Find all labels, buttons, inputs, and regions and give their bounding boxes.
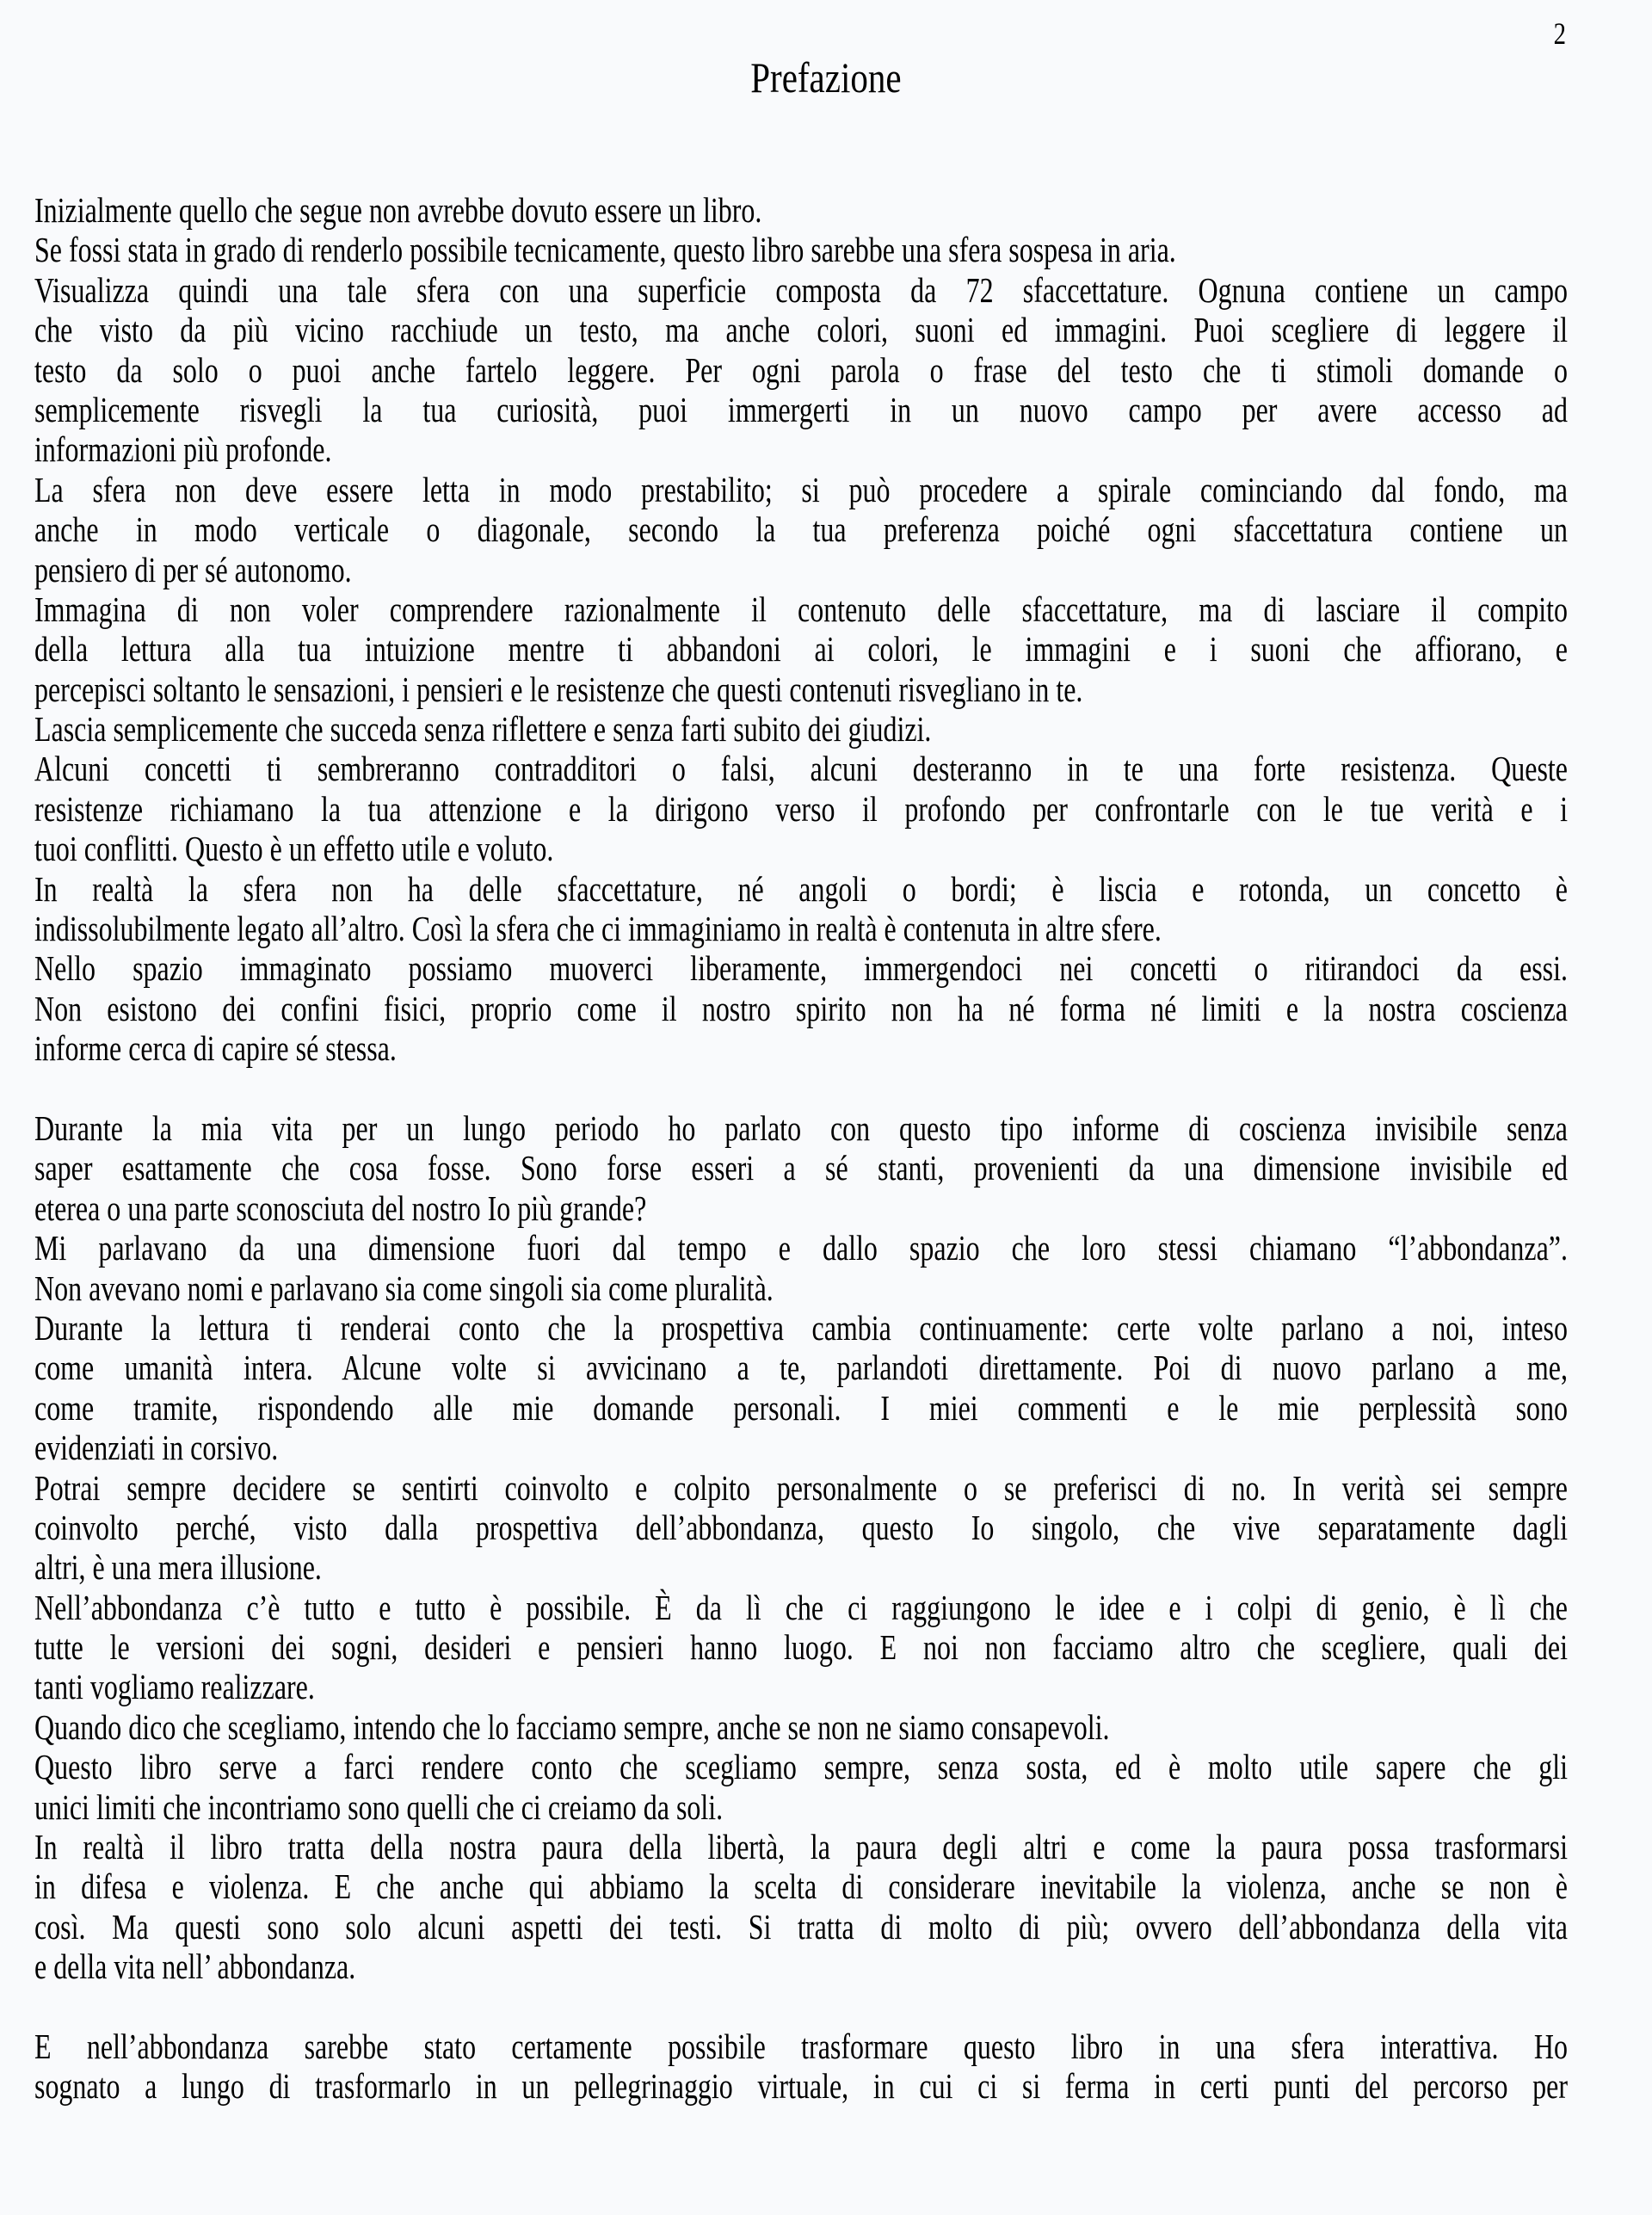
page-number: 2	[1553, 16, 1566, 51]
page-title	[0, 52, 1652, 103]
text-line-content: sognato a lungo di trasformarlo in un pellegrinaggio virtuale, in cui ci si ferma in certi punti del percorso per	[34, 2066, 1568, 2107]
text-line-content: tuoi conflitti. Questo è un effetto utile e voluto.	[34, 829, 554, 869]
text-line	[34, 429, 1568, 469]
text-line-content: Alcuni concetti ti sembreranno contradditori o falsi, alcuni desteranno in te una forte resistenza. Queste	[34, 749, 1568, 789]
text-line	[34, 749, 1568, 788]
text-line	[34, 1707, 1568, 1747]
text-line-content: Questo libro serve a farci rendere conto che scegliamo sempre, senza sosta, ed è molto utile sapere che gli	[34, 1747, 1568, 1787]
text-line-content: pensiero di per sé autonomo.	[34, 549, 352, 589]
text-line	[34, 869, 1568, 909]
text-line-content: Visualizza quindi una tale sfera con una superficie composta da 72 sfaccettature. Ognuna contiene un campo	[34, 269, 1568, 310]
text-line-content: Nello spazio immaginato possiamo muoverci liberamente, immergendoci nei concetti o ritirandoci da essi.	[34, 948, 1568, 989]
text-line-content: Mi parlavano da una dimensione fuori dal tempo e dallo spazio che loro stessi chiamano “l’abbondanza”.	[34, 1228, 1568, 1268]
text-line	[34, 270, 1568, 310]
text-line-content: evidenziati in corsivo.	[34, 1428, 279, 1468]
text-line	[34, 1747, 1568, 1786]
text-line-content: unici limiti che incontriamo sono quelli che ci creiamo da soli.	[34, 1786, 724, 1827]
text-line-content: saper esattamente che cosa fosse. Sono forse esseri a sé stanti, provenienti da una dimensione invisibile ed	[34, 1148, 1568, 1188]
text-line	[34, 509, 1568, 549]
text-line	[34, 2027, 1568, 2066]
text-line-content: tanti vogliamo realizzare.	[34, 1667, 315, 1707]
text-line	[34, 1947, 1568, 1986]
text-line	[34, 709, 1568, 749]
text-line-content: come tramite, rispondendo alle mie domande personali. I miei commenti e le mie perplessità sono	[34, 1387, 1568, 1428]
text-line	[34, 1348, 1568, 1387]
text-line	[34, 1228, 1568, 1268]
text-line-content: come umanità intera. Alcune volte si avvicinano a te, parlandoti direttamente. Poi di nuovo parlano a me,	[34, 1348, 1568, 1388]
blank-line	[34, 1069, 1568, 1108]
text-line-content: in difesa e violenza. E che anche qui abbiamo la scelta di considerare inevitabile la violenza, anche se non è	[34, 1866, 1568, 1907]
text-line	[34, 1787, 1568, 1827]
text-line	[34, 1827, 1568, 1866]
text-line-content: Durante la lettura ti renderai conto che la prospettiva cambia continuamente: certe volte parlano a noi, inteso	[34, 1307, 1568, 1348]
text-line	[34, 1627, 1568, 1667]
text-line	[34, 190, 1568, 230]
text-line-content: e della vita nell’ abbondanza.	[34, 1947, 356, 1987]
text-line-content: La sfera non deve essere letta in modo prestabilito; si può procedere a spirale cominciando dal fondo, ma	[34, 469, 1568, 509]
text-line	[34, 1028, 1568, 1068]
text-line	[34, 669, 1568, 709]
text-line	[34, 2066, 1568, 2106]
text-line	[34, 1667, 1568, 1706]
text-line-content: percepisci soltanto le sensazioni, i pensieri e le resistenze che questi contenuti risvegliano in te.	[34, 669, 1083, 709]
text-line	[34, 1148, 1568, 1188]
text-line-content: In realtà la sfera non ha delle sfaccettature, né angoli o bordi; è liscia e rotonda, un concetto è	[34, 868, 1568, 909]
text-line-content: Durante la mia vita per un lungo periodo ho parlato con questo tipo informe di coscienza invisibile senza	[34, 1108, 1568, 1148]
text-line-content: semplicemente risvegli la tua curiosità, puoi immergerti in un nuovo campo per avere accesso ad	[34, 389, 1568, 429]
text-line-content: Lascia semplicemente che succeda senza riflettere e senza farti subito dei giudizi.	[34, 709, 932, 750]
text-line-content: Immagina di non voler comprendere razionalmente il contenuto delle sfaccettature, ma di lasciare il compito	[34, 589, 1568, 629]
text-line-content: Inizialmente quello che segue non avrebbe dovuto essere un libro.	[34, 190, 762, 230]
blank-line	[34, 1987, 1568, 2027]
text-line-content: Quando dico che scegliamo, intendo che lo facciamo sempre, anche se non ne siamo consapevoli.	[34, 1706, 1110, 1747]
text-line	[34, 1388, 1568, 1428]
text-line	[34, 629, 1568, 669]
text-line-content: E nell’abbondanza sarebbe stato certamente possibile trasformare questo libro in una sfera interattiva. Ho	[34, 2026, 1568, 2066]
text-line	[34, 909, 1568, 948]
text-line	[34, 1508, 1568, 1547]
text-line	[34, 1308, 1568, 1348]
text-line	[34, 350, 1568, 390]
text-line	[34, 230, 1568, 269]
text-line	[34, 1547, 1568, 1587]
document-body	[34, 190, 1568, 2107]
text-line	[34, 1866, 1568, 1906]
text-line	[34, 789, 1568, 829]
page-title-text: Prefazione	[750, 53, 902, 102]
text-line	[34, 1188, 1568, 1228]
text-line-content: informazioni più profonde.	[34, 429, 332, 470]
text-line-content: Non avevano nomi e parlavano sia come singoli sia come pluralità.	[34, 1268, 774, 1308]
text-line	[34, 1268, 1568, 1308]
text-line-content: tutte le versioni dei sogni, desideri e pensieri hanno luogo. E noi non facciamo altro che scegliere, quali dei	[34, 1627, 1568, 1668]
text-line	[34, 550, 1568, 589]
text-line	[34, 390, 1568, 429]
text-line	[34, 310, 1568, 349]
text-line-content: informe cerca di capire sé stessa.	[34, 1028, 397, 1069]
text-line	[34, 1108, 1568, 1148]
text-line	[34, 589, 1568, 629]
text-line-content: della lettura alla tua intuizione mentre ti abbandoni ai colori, le immagini e i suoni che affiorano, e	[34, 629, 1568, 669]
text-line-content: che visto da più vicino racchiude un testo, ma anche colori, suoni ed immagini. Puoi scegliere di leggere il	[34, 310, 1568, 350]
text-line-content: altri, è una mera illusione.	[34, 1547, 322, 1588]
text-line-content: Se fossi stata in grado di renderlo possibile tecnicamente, questo libro sarebbe una sfera sospesa in aria.	[34, 230, 1176, 270]
text-line-content: Potrai sempre decidere se sentirti coinvolto e colpito personalmente o se preferisci di no. In verità sei sempre	[34, 1467, 1568, 1508]
text-line-content: coinvolto perché, visto dalla prospettiva dell’abbondanza, questo Io singolo, che vive separatamente dagli	[34, 1507, 1568, 1547]
text-line	[34, 1428, 1568, 1467]
text-line	[34, 470, 1568, 509]
text-line	[34, 1468, 1568, 1508]
text-line-content: così. Ma questi sono solo alcuni aspetti dei testi. Si tratta di molto di più; ovvero dell’abbondanza della vita	[34, 1906, 1568, 1947]
text-line-content: indissolubilmente legato all’altro. Così la sfera che ci immaginiamo in realtà è contenuta in altre sfere.	[34, 909, 1162, 949]
text-line-content: eterea o una parte sconosciuta del nostro Io più grande?	[34, 1188, 647, 1228]
text-line-content: In realtà il libro tratta della nostra paura della libertà, la paura degli altri e come la paura possa trasformarsi	[34, 1827, 1568, 1867]
text-line	[34, 829, 1568, 868]
text-line-content: anche in modo verticale o diagonale, secondo la tua preferenza poiché ogni sfaccettatura contiene un	[34, 509, 1568, 550]
text-line-content: testo da solo o puoi anche fartelo leggere. Per ogni parola o frase del testo che ti stimoli domande o	[34, 349, 1568, 390]
text-line	[34, 948, 1568, 988]
text-line-content: resistenze richiamano la tua attenzione e la dirigono verso il profondo per confrontarle con le tue verità e i	[34, 788, 1568, 829]
text-line	[34, 1588, 1568, 1627]
text-line	[34, 1907, 1568, 1947]
text-line	[34, 989, 1568, 1028]
text-line-content: Nell’abbondanza c’è tutto e tutto è possibile. È da lì che ci raggiungono le idee e i colpi di genio, è lì che	[34, 1587, 1568, 1627]
text-line-content: Non esistono dei confini fisici, proprio come il nostro spirito non ha né forma né limiti e la nostra coscienza	[34, 988, 1568, 1028]
